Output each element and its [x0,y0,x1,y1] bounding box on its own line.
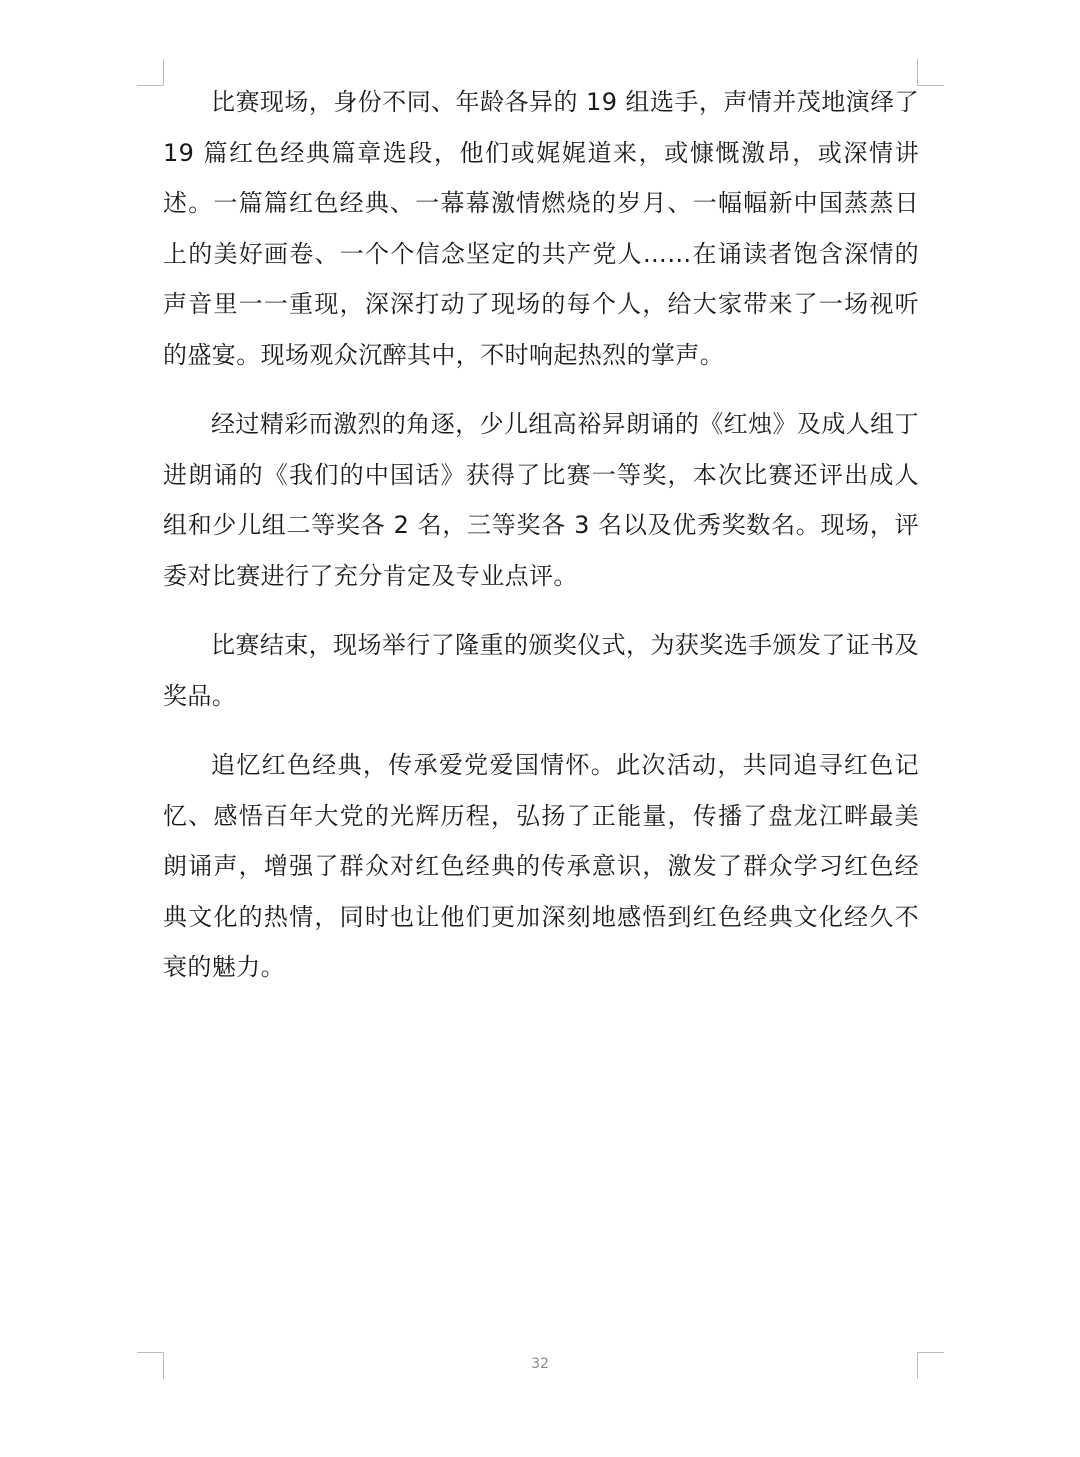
page-number: 32 [531,1356,549,1372]
paragraph-2: 经过精彩而激烈的角逐，少儿组高裕昇朗诵的《红烛》及成人组丁进朗诵的《我们的中国话》获得了比赛一等奖，本次比赛还评出成人组和少儿组二等奖各 2 名，三等奖各 3 名以及优秀奖数名。现场，评委对比赛进行了充分肯定及专业点评。 [163,410,919,590]
paragraph-1: 比赛现场，身份不同、年龄各异的 19 组选手，声情并茂地演绎了 19 篇红色经典篇章选段，他们或娓娓道来，或慷慨激昂，或深情讲述。一篇篇红色经典、一幕幕激情燃烧的岁月、一幅幅新中国蒸蒸日上的美好画卷、一个个信念坚定的共产党人……在诵读者饱含深情的声音里一一重现，深深打动了现场的每个人，给大家带来了一场视听的盛宴。现场观众沉醉其中，不时响起热烈的掌声。 [163,88,919,369]
crop-mark-top-right [917,59,944,86]
crop-mark-top-left [137,59,164,86]
paragraph-3: 比赛结束，现场举行了隆重的颁奖仪式，为获奖选手颁发了证书及奖品。 [163,631,919,710]
document-body [163,77,919,1012]
paragraph-4: 追忆红色经典，传承爱党爱国情怀。此次活动，共同追寻红色记忆、感悟百年大党的光辉历程，弘扬了正能量，传播了盘龙江畔最美朗诵声，增强了群众对红色经典的传承意识，激发了群众学习红色经典文化的热情，同时也让他们更加深刻地感悟到红色经典文化经久不衰的魅力。 [163,751,919,981]
